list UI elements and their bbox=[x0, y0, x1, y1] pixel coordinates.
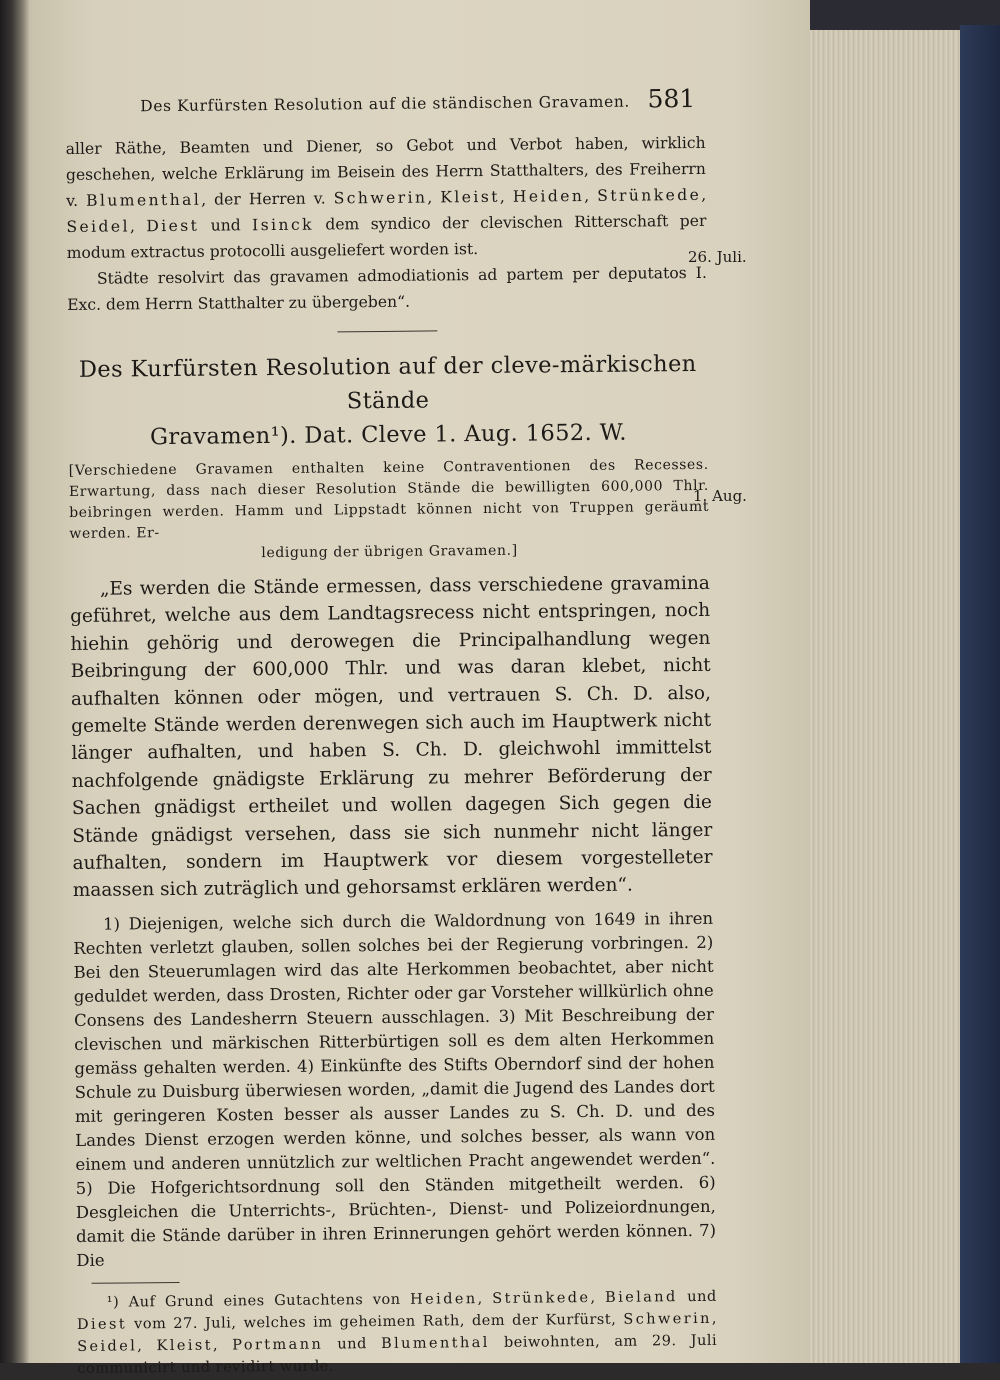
name-struenkede: Strünkede bbox=[597, 185, 702, 205]
text-run: , bbox=[584, 186, 598, 206]
page-number: 581 bbox=[647, 83, 696, 114]
text-run: , bbox=[477, 1290, 493, 1307]
quoted-paragraph: „Es werden die Stände ermessen, dass verschiedene gravamina geführet, welche aus dem Landtagsrecess nicht entspringen, noch hiehin gehörig und derowegen die Principalhandlung wegen Beibringung der 600,000 Thlr. und was daran klebet, nicht aufhalten können oder mögen, und vertrauen S. Ch. D. also, gemelte Stände werden derenwegen sich auch im Hauptwerk nicht länger aufhalten, und haben S. Ch. D. gleichwohl immittelst nachfolgende gnädigste Erklärung zu mehrer Beförderung der Sachen gnädigst ertheilet und wollen dagegen Sich gegen die Stände gnädigst versehen, dass sie sich nunmehr nicht länger aufhalten, sondern im Hauptwerk vor diesem vorgestelleter maassen sich zuträglich und gehorsamst erklären werden“. bbox=[70, 572, 713, 902]
name-diest: Diest bbox=[76, 1316, 128, 1333]
page-content bbox=[65, 74, 717, 1380]
margin-date-july: 26. Juli. bbox=[688, 248, 747, 266]
heading-line-2: Gravamen¹). Dat. Cleve 1. Aug. 1652. W. bbox=[149, 419, 627, 451]
text-run: , bbox=[590, 1289, 606, 1306]
name-portmann: Portmann bbox=[232, 1336, 324, 1354]
text-run: und bbox=[199, 216, 253, 235]
second-paragraph: Städte resolvirt das gravamen admodiationis ad partem per deputatos I. Exc. dem Herrn Statthalter zu übergeben“. bbox=[67, 263, 707, 314]
text-run: , bbox=[701, 185, 707, 204]
text-run: beiwohnten, am 29. Juli communicirt und revidirt wurde. bbox=[77, 1332, 718, 1377]
text-run: , bbox=[711, 1310, 717, 1327]
left-page-edge bbox=[0, 0, 30, 1363]
top-paragraph bbox=[66, 130, 707, 266]
text-run: , bbox=[499, 187, 513, 206]
document-heading bbox=[68, 347, 709, 455]
name-bieland: Bieland bbox=[605, 1289, 678, 1306]
summary-paragraph bbox=[69, 455, 710, 566]
running-head-title: Des Kurfürsten Resolution auf die ständischen Gravamen. bbox=[140, 92, 630, 116]
text-run: , der Herren v. bbox=[201, 189, 334, 209]
page-stack-edge bbox=[795, 30, 963, 1363]
name-diest: Diest bbox=[146, 216, 200, 236]
running-head bbox=[65, 74, 705, 130]
text-run: ¹) Auf Grund eines Gutachtens von bbox=[106, 1291, 411, 1311]
text-run: , bbox=[129, 217, 147, 236]
name-schwerin: Schwerin bbox=[623, 1310, 712, 1328]
footnote-rule bbox=[92, 1282, 180, 1284]
footnote bbox=[77, 1286, 718, 1380]
text-run: vom 27. Juli, welches im geheimen Rath, dem der Kurfürst, bbox=[126, 1311, 624, 1333]
text-run: aller Räthe, Beamten und Diener, so Gebot und Verbot haben, wirklich geschehen, welche Erklärung im Beisein des Herrn Statthalters, des Freiherrn v. bbox=[65, 133, 706, 210]
name-schwerin: Schwerin bbox=[333, 188, 428, 208]
section-divider bbox=[337, 330, 437, 332]
name-heiden: Heiden bbox=[410, 1290, 478, 1308]
summary-last-line: ledigung der übrigen Gravamen.] bbox=[261, 542, 518, 562]
name-kleist: Kleist bbox=[440, 187, 500, 207]
body-paragraph: 1) Diejenigen, welche sich durch die Waldordnung von 1649 in ihren Rechten verletzt glauben, sollen solches bei der Regierung vorbringen. 2) Bei den Steuerumlagen wird das alte Herkommen beobachtet, aber nicht geduldet werden, dass Drosten, Richter oder gar Vorsteher willkürlich ohne Consens des Landesherrn Steuern ausschlagen. 3) Mit Beschreibung der clevischen und märkischen Ritterbürtigen soll es dem alten Herkommen gemäss gehalten werden. 4) Einkünfte des Stifts Oberndorf sind der hohen Schule zu Duisburg überwiesen worden, „damit die Jugend des Landes dort mit geringeren Kosten besser als ausser Landes zu S. Ch. D. und des Landes Dienst erzogen werden könne, und solches besser, als wann von einem und anderen unnützlich zur weltlichen Pracht angewendet werden“. 5) Die Hofgerichtsordnung soll den Ständen mitgetheilt werden. 6) Desgleichen die Unterrichts-, Brüchten-, Dienst- und Polizeiordnungen, damit die Stände darüber in ihren Erinnerungen gehört werden können. 7) Die bbox=[73, 908, 717, 1270]
book-cover bbox=[960, 25, 1000, 1363]
text-run: dem syndico der clevischen Ritterschaft per modum extractus protocolli ausgeliefert worden ist. bbox=[66, 211, 707, 262]
text-run: und bbox=[677, 1288, 717, 1306]
name-seidel: Seidel bbox=[66, 217, 130, 236]
name-struenkede: Strünkede bbox=[492, 1289, 591, 1307]
text-run: , bbox=[427, 188, 441, 207]
name-blumenthal: Blumenthal bbox=[380, 1334, 490, 1352]
heading-line-1: Des Kurfürsten Resolution auf der cleve-märkischen Stände bbox=[78, 350, 697, 415]
name-heiden: Heiden bbox=[512, 187, 585, 206]
text-run: , bbox=[137, 1338, 157, 1355]
margin-date-august: 1. Aug. bbox=[693, 487, 747, 505]
name-blumenthal: Blumenthal bbox=[85, 190, 202, 210]
text-run: und bbox=[323, 1335, 382, 1353]
text-run: , bbox=[212, 1337, 233, 1354]
summary-text: [Verschiedene Gravamen enthalten keine Contraventionen des Recesses. Erwartung, dass nach dieser Resolution Stände die bewilligten 600,000 Thlr. beibringen werden. Hamm und Lippstadt können nicht von Truppen geräumt werden. Er- bbox=[68, 456, 710, 542]
name-kleist: Kleist bbox=[156, 1337, 213, 1355]
name-isinck: Isinck bbox=[252, 215, 314, 235]
name-seidel: Seidel bbox=[77, 1338, 138, 1355]
